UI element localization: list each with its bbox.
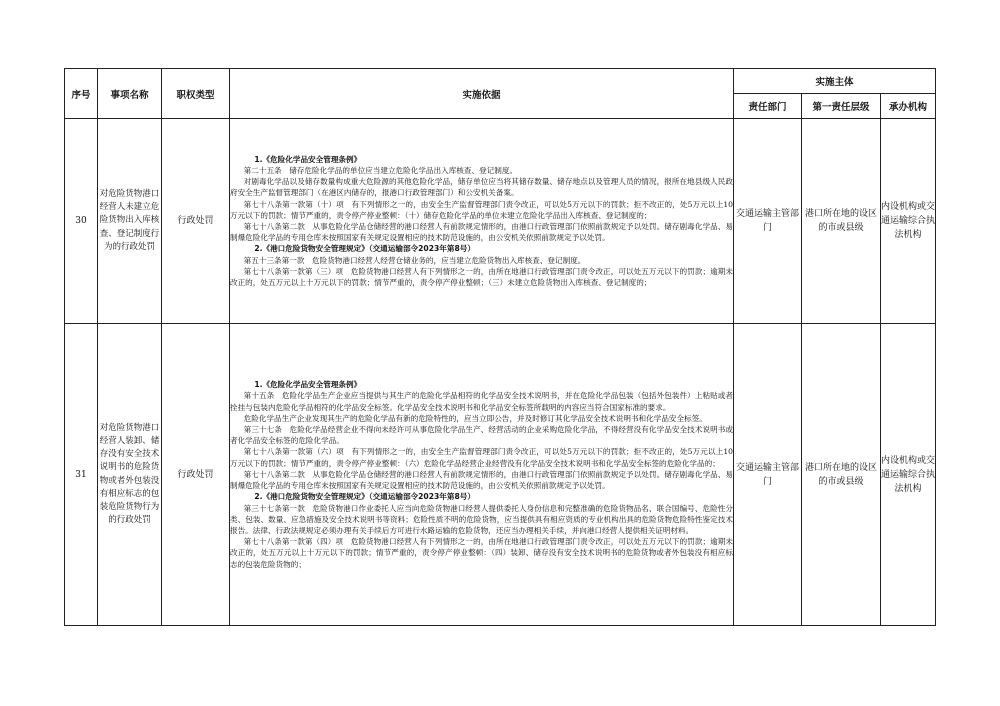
header-dept: 责任部门 [734,94,802,119]
row-number: 30 [65,119,98,324]
basis-paragraph: 危险化学品生产企业发现其生产的危险化学品有新的危险特性的，应当立即公告，并及时修订其化学品安全技术说明书和化学品安全标签。 [243,413,707,423]
responsibility-level: 港口所在地的设区的市或县级 [802,324,881,626]
header-org: 承办机构 [881,94,936,119]
power-type: 行政处罚 [162,324,230,626]
item-name: 对危险货物港口经营人未建立危险货物出入库核查、登记制度行为的行政处罚 [98,119,162,324]
basis-paragraph: 第十五条 危险化学品生产企业应当提供与其生产的危险化学品相符的化学品安全技术说明书，并在危险化学品包装（包括外包装件）上粘贴或者拴挂与包装内危险化学品相符的化学品安全标签。化学品安全技术说明书和化学品安全标签所载明的内容应当符合国家标准的要求。 [230,391,733,412]
header-subject: 实施主体 [734,69,936,94]
basis-paragraph: 第七十八条第一款第（三）项 危险货物港口经营人有下列情形之一的，由所在地港口行政管理部门责令改正，可以处五万元以下的罚款；逾期未改正的，处五万元以上十万元以下的罚款；情节严重的，责令停产停业整顿；（三）未建立危险货物出入库核查、登记制度的； [230,266,733,288]
basis-paragraph: 第二十五条 储存危险化学品的单位应当建立危险化学品出入库核查、登记制度。 [243,165,518,175]
handling-org: 内设机构或交通运输综合执法机构 [881,119,936,324]
handling-org: 内设机构或交通运输综合执法机构 [881,324,936,626]
header-level: 第一责任层级 [802,94,881,119]
power-type: 行政处罚 [162,119,230,324]
basis-paragraph: 第五十三条第一款 危险货物港口经营人经营仓储业务的，应当建立危险货物出入库核查、登记制度。 [243,255,586,265]
basis-heading: 1.《危险化学品安全管理条例》 [254,380,362,390]
responsible-dept: 交通运输主管部门 [734,324,802,626]
enforcement-table [64,68,936,626]
basis-paragraph: 第三十七条第一款 危险货物港口作业委托人应当向危险货物港口经营人提供委托人身份信息和完整准确的危险货物品名、联合国编号、危险性分类、包装、数量、应急措施及安全技术说明书等资料；危险性质不明的危险货物，应当提供具有相应资质的专业机构出具的危险货物危险特性鉴定技术报告。法律、行政法规规定必须办理有关手续后方可进行水路运输的危险货物，还应当办理相关手续，并向港口经营人提供相关证明材料。 [230,503,733,535]
header-basis: 实施依据 [230,69,734,119]
legal-basis [230,324,734,626]
table-row [65,119,936,324]
basis-paragraph: 第七十八条第一款第（六）项 有下列情形之一的，由安全生产监督管理部门责令改正，可以处5万元以下的罚款；拒不改正的，处5万元以上10万元以下的罚款；情节严重的，责令停产停业整顿：（六）危险化学品经营企业经营没有化学品安全技术说明书和化学品安全标签的危险化学品的； [230,447,733,468]
basis-heading: 1.《危险化学品安全管理条例》 [254,154,362,164]
responsible-dept: 交通运输主管部门 [734,119,802,324]
legal-basis [230,119,734,324]
header-name: 事项名称 [98,69,162,119]
basis-heading: 2.《港口危险货物安全管理规定》（交通运输部令2023年第8号） [254,492,475,502]
item-name: 对危险货物港口经营人装卸、储存没有安全技术说明书的危险货物或者外包装没有相应标志的包装危险货物行为的行政处罚 [98,324,162,626]
basis-paragraph: 第七十八条第一款第（四）项 危险货物港口经营人有下列情形之一的，由所在地港口行政管理部门责令改正，可以处五万元以下的罚款；逾期未改正的，处五万元以上十万元以下的罚款；情节严重的，责令停产停业整顿：（四）装卸、储存没有安全技术说明书的危险货物或者外包装没有相应标志的包装危险货物的； [230,537,733,569]
basis-heading: 2.《港口危险货物安全管理规定》（交通运输部令2023年第8号） [254,244,475,254]
header-no: 序号 [65,69,98,119]
basis-paragraph: 第七十八条第一款第（十）项 有下列情形之一的，由安全生产监督管理部门责令改正，可以处5万元以下的罚款；拒不改正的，处5万元以上10万元以下的罚款；情节严重的，责令停产停业整顿：（十）储存危险化学品的单位未建立危险化学品出入库核查、登记制度的； [230,199,733,220]
header-type: 职权类型 [162,69,230,119]
table-row [65,324,936,626]
basis-paragraph: 对剧毒化学品以及储存数量构成重大危险源的其他危险化学品，储存单位应当将其储存数量、储存地点以及管理人员的情况，报所在地县级人民政府安全生产监督管理部门（在港区内储存的，报港口行政管理部门）和公安机关备案。 [230,177,733,198]
row-number: 31 [65,324,98,626]
basis-paragraph: 第三十七条 危险化学品经营企业不得向未经许可从事危险化学品生产、经营活动的企业采购危险化学品，不得经营没有化学品安全技术说明书或者化学品安全标签的危险化学品。 [230,425,733,446]
basis-paragraph: 第七十八条第二款 从事危险化学品仓储经营的港口经营人有前款规定情形的，由港口行政管理部门依照前款规定予以处罚。储存剧毒化学品、易制爆危险化学品的专用仓库未按照国家有关规定设置相应的技术防范设施的，由公安机关依照前款规定予以处罚。 [230,222,733,243]
basis-paragraph: 第七十八条第二款 从事危险化学品仓储经营的港口经营人有前款规定情形的，由港口行政管理部门依照前款规定予以处罚。储存剧毒化学品、易制爆危险化学品的专用仓库未按照国家有关规定设置相应的技术防范设施的，由公安机关依照前款规定予以处罚。 [230,469,733,491]
responsibility-level: 港口所在地的设区的市或县级 [802,119,881,324]
